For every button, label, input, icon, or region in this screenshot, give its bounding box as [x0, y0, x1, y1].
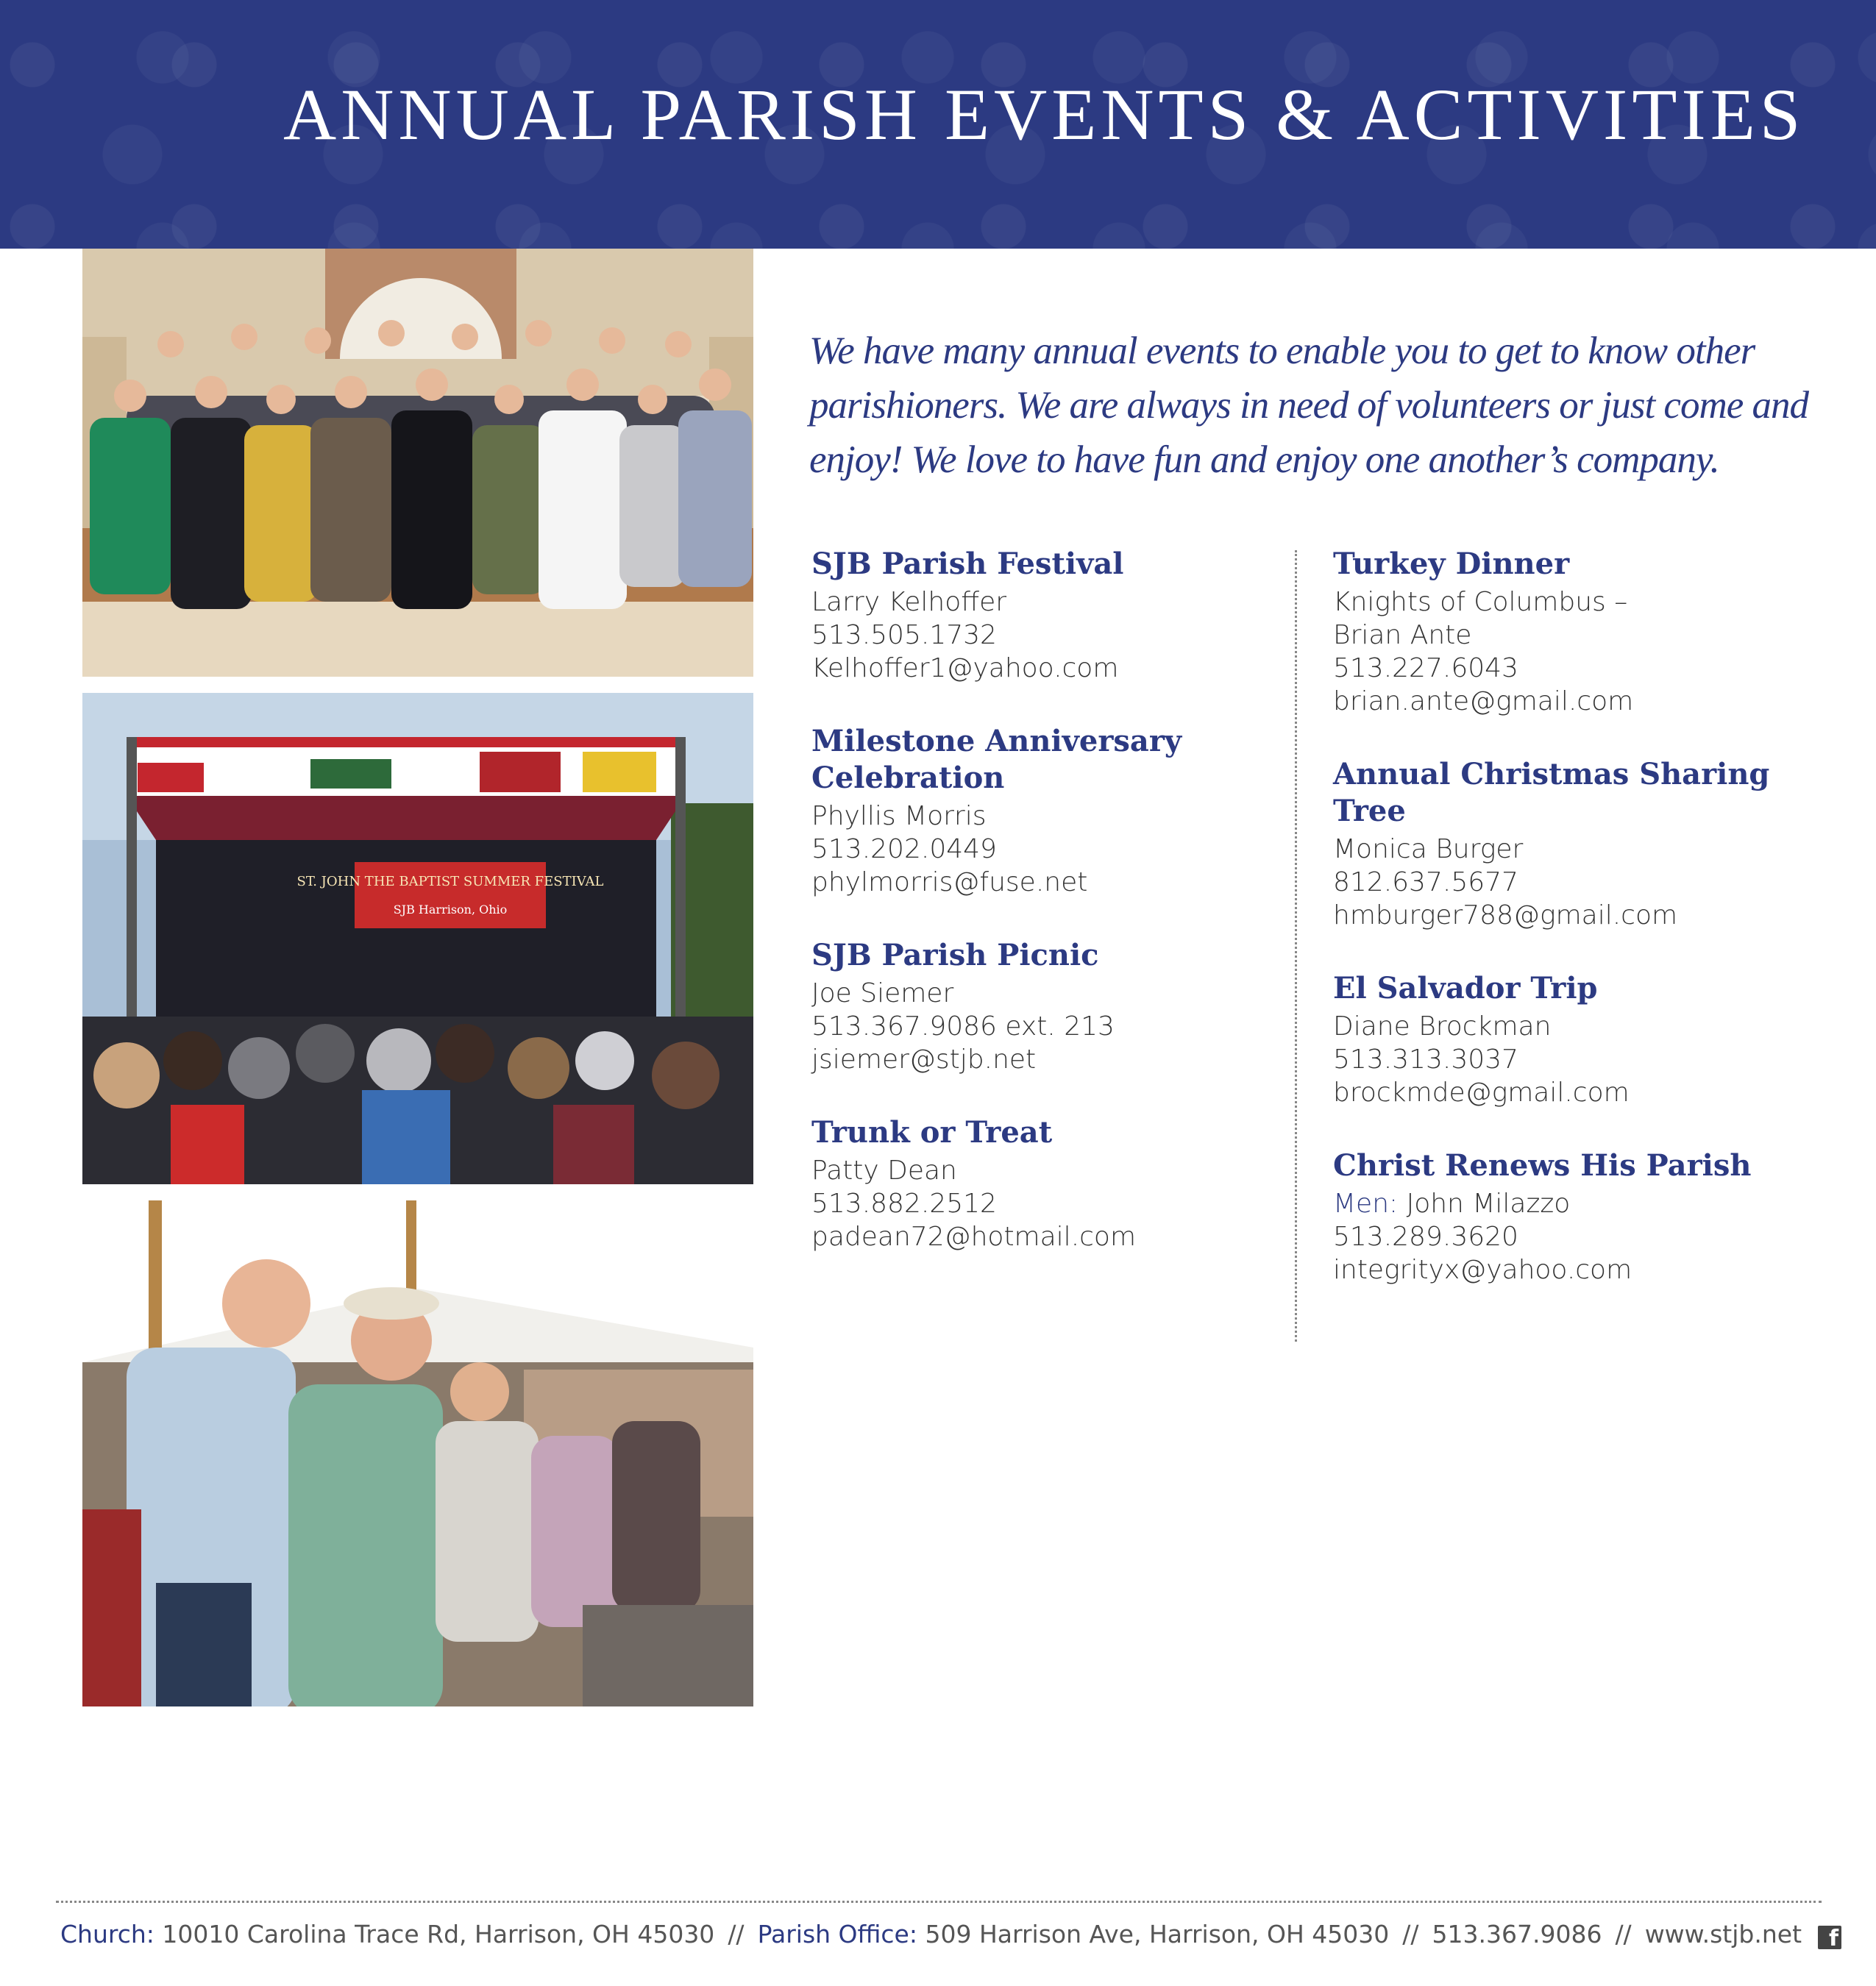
event-entry — [811, 1114, 1282, 1253]
intro-text: We have many annual events to enable you to get to know other parishioners. We are always in need of volunteers or just come and enjoy! We love to have fun and enjoy one another’s company. — [809, 330, 1808, 481]
contact-phone[interactable]: 812.637.5677 — [1333, 867, 1518, 897]
contact-email[interactable]: integrityx@yahoo.com — [1333, 1255, 1632, 1285]
contact-name: Brian Ante — [1333, 620, 1472, 650]
event-title: El Salvador Trip — [1333, 971, 1598, 1006]
event-entry — [811, 723, 1282, 899]
contact-organization: Knights of Columbus – — [1333, 587, 1628, 617]
contact-phone[interactable]: 513.313.3037 — [1333, 1044, 1518, 1075]
header-banner — [0, 0, 1876, 249]
office-address: 509 Harrison Ave, Harrison, OH 45030 — [917, 1920, 1390, 1948]
contact-label: Men: — [1333, 1189, 1399, 1219]
page-title: ANNUAL PARISH EVENTS & ACTIVITIES — [283, 74, 1805, 155]
contact-phone[interactable]: 513.367.9086 ext. 213 — [811, 1011, 1115, 1042]
contact-name: Diane Brockman — [1333, 1011, 1552, 1042]
event-title: SJB Parish Picnic — [811, 938, 1099, 972]
footer-separator: // — [1615, 1920, 1632, 1948]
contact-email[interactable]: phylmorris@fuse.net — [811, 867, 1088, 897]
event-entry — [811, 546, 1282, 685]
group-photo — [82, 249, 753, 677]
contact-name-line — [1333, 1187, 1848, 1220]
event-entry — [1333, 756, 1848, 932]
office-label: Parish Office: — [757, 1920, 917, 1948]
contact-name: John Milazzo — [1398, 1189, 1571, 1219]
event-entry — [1333, 970, 1848, 1109]
event-title: Christ Renews His Parish — [1333, 1148, 1752, 1183]
facebook-icon[interactable]: f — [1818, 1926, 1841, 1949]
contact-email[interactable]: padean72@hotmail.com — [811, 1222, 1137, 1252]
contact-email[interactable]: jsiemer@stjb.net — [811, 1044, 1037, 1075]
event-title: SJB Parish Festival — [811, 547, 1124, 581]
footer-separator: // — [728, 1920, 745, 1948]
stage-banner-subtext: SJB Harrison, Ohio — [393, 903, 508, 917]
contact-name: Monica Burger — [1333, 834, 1524, 864]
contact-phone[interactable]: 513.882.2512 — [811, 1189, 997, 1219]
church-address: 10010 Carolina Trace Rd, Harrison, OH 45030 — [154, 1920, 715, 1948]
stage-banner-text: ST. JOHN THE BAPTIST SUMMER FESTIVAL — [296, 874, 604, 889]
events-column-left — [811, 546, 1282, 1292]
contact-name: Larry Kelhoffer — [811, 587, 1007, 617]
contact-email[interactable]: hmburger788@gmail.com — [1333, 900, 1678, 930]
contact-name: Patty Dean — [811, 1156, 957, 1186]
tent-gathering-photo — [82, 1200, 753, 1706]
festival-stage-photo — [82, 693, 753, 1184]
contact-email[interactable]: brockmde@gmail.com — [1333, 1078, 1630, 1108]
event-title: Milestone Anniversary Celebration — [811, 724, 1182, 795]
footer-divider — [56, 1901, 1822, 1903]
event-entry — [811, 937, 1282, 1076]
church-label: Church: — [60, 1920, 154, 1948]
contact-email[interactable]: brian.ante@gmail.com — [1333, 686, 1634, 716]
column-divider — [1295, 550, 1297, 1342]
footer — [60, 1920, 1841, 1949]
contact-name: Phyllis Morris — [811, 801, 987, 831]
contact-phone[interactable]: 513.202.0449 — [811, 834, 997, 864]
contact-name: Joe Siemer — [811, 978, 954, 1008]
events-column-right — [1333, 546, 1848, 1325]
event-entry — [1333, 546, 1848, 718]
contact-phone[interactable]: 513.227.6043 — [1333, 653, 1518, 683]
event-title: Turkey Dinner — [1333, 547, 1570, 581]
event-entry — [1333, 1147, 1848, 1286]
footer-separator: // — [1402, 1920, 1419, 1948]
contact-phone[interactable]: 513.289.3620 — [1333, 1222, 1518, 1252]
event-title: Trunk or Treat — [811, 1115, 1053, 1150]
contact-email[interactable]: Kelhoffer1@yahoo.com — [811, 653, 1119, 683]
footer-website[interactable]: www.stjb.net — [1644, 1920, 1802, 1948]
footer-phone[interactable]: 513.367.9086 — [1432, 1920, 1602, 1948]
contact-phone[interactable]: 513.505.1732 — [811, 620, 997, 650]
event-title: Annual Christmas Sharing Tree — [1333, 757, 1770, 828]
